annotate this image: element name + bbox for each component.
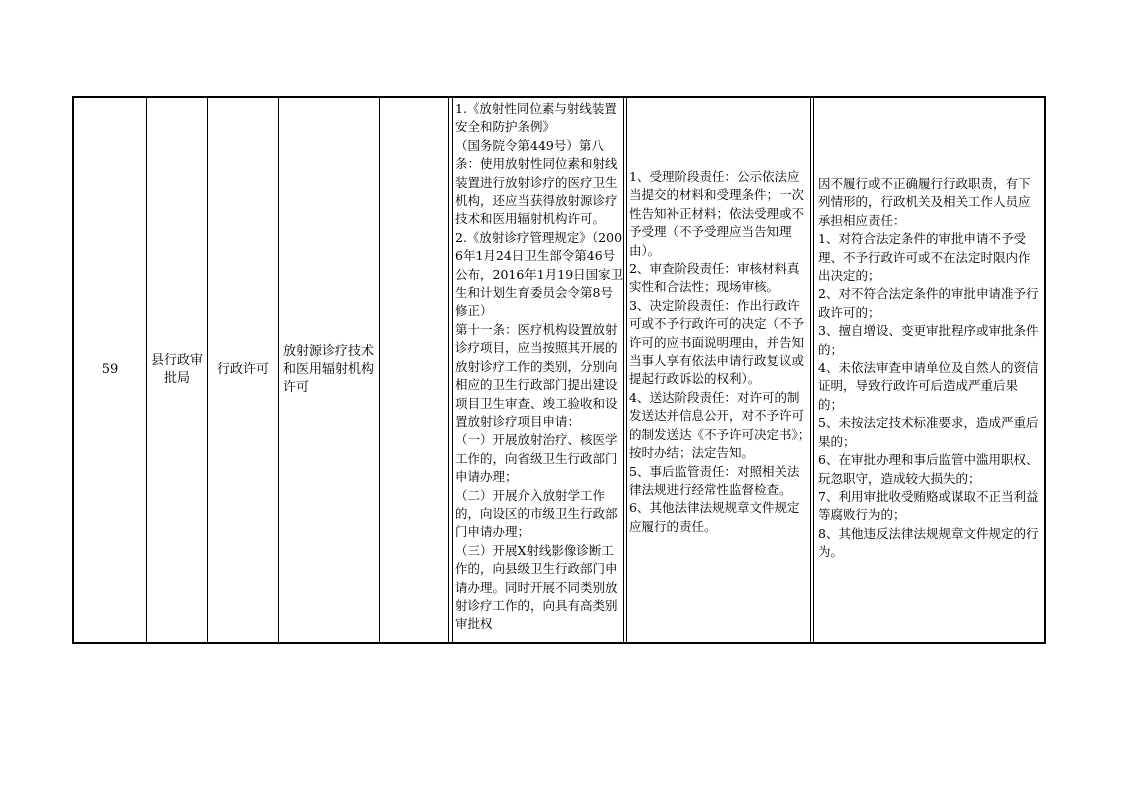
powers-table — [72, 96, 1046, 644]
cell-department — [147, 98, 208, 642]
cell-legal-basis — [453, 98, 627, 642]
cell-category — [208, 98, 279, 642]
column-divider — [623, 98, 624, 642]
cell-sub-item — [380, 98, 453, 642]
cell-liability — [814, 98, 1044, 642]
column-divider — [810, 98, 811, 642]
responsibility-text: 1、受理阶段责任：公示依法应当提交的材料和受理条件；一次性告知补正材料；依法受理或不予受理（不予受理应当告知理由）。 2、审查阶段责任：审核材料真实性和合法性；现场审核。 3、决定阶段责任：作出行政许可或不予行政许可的决定（不予许可的应书面说明理由，并告知当事人享有依法申请行政复议或提起行政诉讼的权利）。 4、送达阶段责任：对许可的制发送达并信息公开，对不予许可的制发送达《不予许可决定书》；按时办结；法定告知。 5、事后监管责任：对照相关法律法规进行经常性监督检查。 6、其他法律法规规章文件规定应履行的责任。 — [629, 169, 811, 534]
sub-item — [380, 98, 452, 642]
cell-responsibility — [627, 98, 814, 642]
row-number: 59 — [101, 362, 119, 377]
cell-item-name — [279, 98, 380, 642]
liability-text: 因不履行或不正确履行行政职责，有下列情形的，行政机关及相关工作人员应承担相应责任： 1、对符合法定条件的审批申请不予受理、不予行政许可或不在法定时限内作出决定的； 2、对不符合法定条件的审批申请准予行政许可的； 3、擅自增设、变更审批程序或审批条件的； 4、未依法审查申请单位及自然人的资信证明，导致行政许可后造成严重后果的； 5、未按法定技术标准要求，造成严重后果的； 6、在审批办理和事后监管中滥用职权、玩忽职守，造成较大损失的； 7、利用审批收受贿赂或谋取不正当利益等腐败行为的； 8、其他违反法律法规规章文件规定的行为。 — [818, 176, 1039, 560]
power-category: 行政许可 — [216, 362, 269, 377]
item-name: 放射源诊疗技术和医用辐射机构许可 — [283, 344, 375, 395]
legal-basis-text: 1.《放射性同位素与射线装置安全和防护条例》 （国务院令第449号）第八条：使用放射性同位素和射线装置进行放射诊疗的医疗卫生机构，还应当获得放射源诊疗技术和医用辐射机构许可。 2.《放射诊疗管理规定》（2006年1月24日卫生部令第46号公布，2016年1月19日国家卫生和计划生育委员会令第8号修正） 第十一条：医疗机构设置放射诊疗项目，应当按照其开展的放射诊疗工作的类别，分别向相应的卫生行政部门提出建设项目卫生审查、竣工验收和设置放射诊疗项目申请： （一）开展放射治疗、核医学工作的，向省级卫生行政部门申请办理； （二）开展介入放射学工作的，向设区的市级卫生行政部门申请办理； （三）开展X射线影像诊断工作的，向县级卫生行政部门申请办理。同时开展不同类别放射诊疗工作的，向具有高类别审批权 — [455, 101, 624, 632]
column-divider — [448, 98, 449, 642]
department-name: 县行政审批局 — [151, 353, 204, 386]
cell-number — [74, 98, 147, 642]
